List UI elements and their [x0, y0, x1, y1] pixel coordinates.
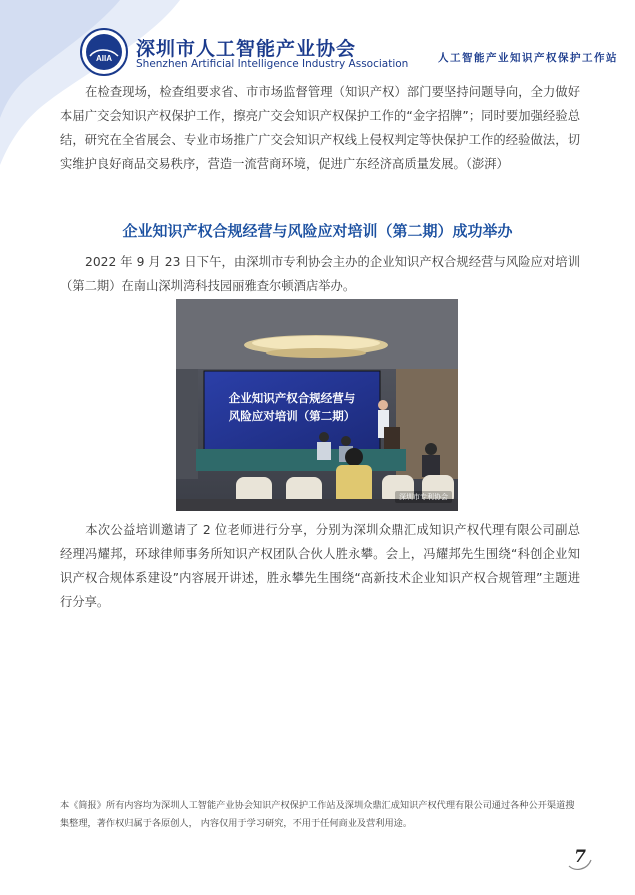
- screen-line-2: 风险应对培训（第二期）: [228, 409, 356, 423]
- station-name: 人工智能产业知识产权保护工作站: [438, 52, 618, 64]
- page-number-text: 7: [574, 847, 586, 867]
- article2-intro-text: 2022 年 9 月 23 日下午，由深圳市专利协会主办的企业知识产权合规经营与风险应对培训（第二期）在南山深圳湾科技园丽雅查尔顿酒店举办。: [60, 255, 580, 293]
- org-name-en: Shenzhen Artificial Intelligence Industry Association: [136, 58, 409, 70]
- article2-intro: [60, 250, 580, 298]
- article1-text: 在检查现场，检查组要求省、市市场监督管理（知识产权）部门要坚持问题导向，全力做好本届广交会知识产权保护工作，擦亮广交会知识产权保护工作的“金字招牌”；同时要加强经验总结，研究在全省展会、专业市场推广广交会知识产权线上侵权判定等快保护工作的经验做法，切实维护良好商品交易秩序，营造一流营商环境，促进广东经济高质量发展。（澎湃）: [60, 85, 580, 171]
- article2-body: [60, 518, 580, 614]
- logo-text: AIIA: [96, 54, 112, 63]
- org-name-cn: 深圳市人工智能产业协会: [136, 38, 357, 60]
- screen-line-1: 企业知识产权合规经营与: [228, 391, 356, 405]
- training-photo-illustration: [176, 299, 458, 511]
- article1-paragraph: [60, 80, 580, 176]
- photo-watermark: 深圳市专利协会: [395, 491, 452, 503]
- article2-title: 企业知识产权合规经营与风险应对培训（第二期）成功举办: [122, 222, 513, 240]
- training-photo: [176, 299, 458, 511]
- page-header: [80, 28, 620, 78]
- footer-disclaimer: 本《简报》所有内容均为深圳人工智能产业协会知识产权保护工作站及深圳众鼎汇成知识产权代理有限公司通过各种公开渠道搜集整理，著作权归属于各原创人， 内容仅用于学习研究，不用于任何商业及营利用途。: [60, 800, 575, 829]
- page-number: [567, 846, 593, 872]
- article2-body-text: 本次公益培训邀请了 2 位老师进行分享，分别为深圳众鼎汇成知识产权代理有限公司副总经理冯耀邦，环球律师事务所知识产权团队合伙人胜永攀。会上，冯耀邦先生围绕“科创企业知识产权合规体系建设”内容展开讲述，胜永攀先生围绕“高新技术企业知识产权合规管理”主题进行分享。: [60, 523, 580, 609]
- association-logo: [80, 28, 128, 76]
